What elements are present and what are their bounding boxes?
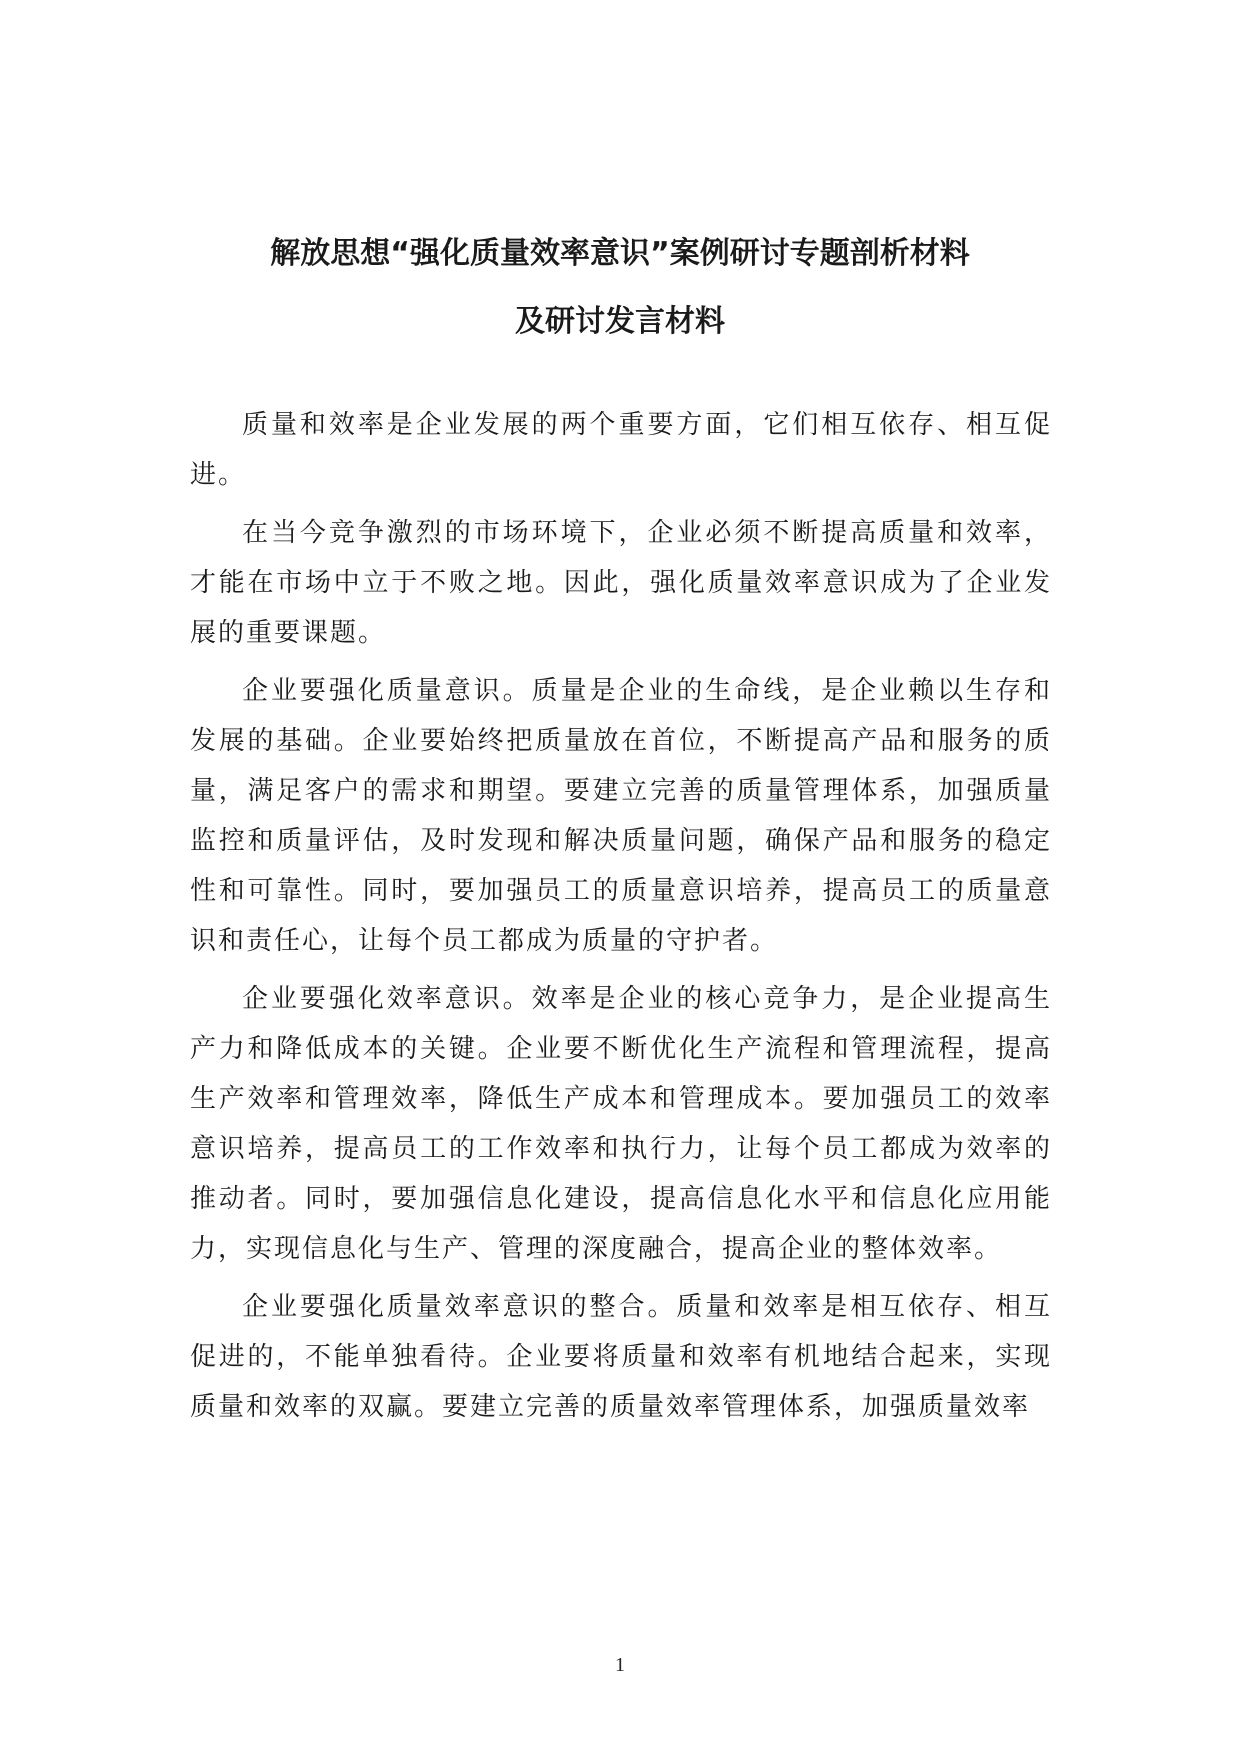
paragraph-4: 企业要强化效率意识。效率是企业的核心竞争力，是企业提高生产力和降低成本的关键。企业要不断优化生产流程和管理流程，提高生产效率和管理效率，降低生产成本和管理成本。要加强员工的效率意识培养，提高员工的工作效率和执行力，让每个员工都成为效率的推动者。同时，要加强信息化建设，提高信息化水平和信息化应用能力，实现信息化与生产、管理的深度融合，提高企业的整体效率。 — [190, 984, 1052, 1264]
document-title — [190, 220, 1050, 356]
document-body — [190, 400, 1052, 1440]
title-line-2: 及研讨发言材料 — [515, 304, 725, 339]
paragraph-5: 企业要强化质量效率意识的整合。质量和效率是相互依存、相互促进的，不能单独看待。企业要将质量和效率有机地结合起来，实现质量和效率的双赢。要建立完善的质量效率管理体系，加强质量效率 — [190, 1292, 1052, 1422]
title-line-1: 解放思想“强化质量效率意识”案例研讨专题剖析材料 — [270, 236, 970, 271]
paragraph-2: 在当今竞争激烈的市场环境下，企业必须不断提高质量和效率，才能在市场中立于不败之地。因此，强化质量效率意识成为了企业发展的重要课题。 — [190, 518, 1052, 648]
page-number: 1 — [615, 1654, 625, 1676]
paragraph-3: 企业要强化质量意识。质量是企业的生命线，是企业赖以生存和发展的基础。企业要始终把质量放在首位，不断提高产品和服务的质量，满足客户的需求和期望。要建立完善的质量管理体系，加强质量监控和质量评估，及时发现和解决质量问题，确保产品和服务的稳定性和可靠性。同时，要加强员工的质量意识培养，提高员工的质量意识和责任心，让每个员工都成为质量的守护者。 — [190, 676, 1052, 956]
paragraph-1: 质量和效率是企业发展的两个重要方面，它们相互依存、相互促进。 — [190, 410, 1052, 490]
